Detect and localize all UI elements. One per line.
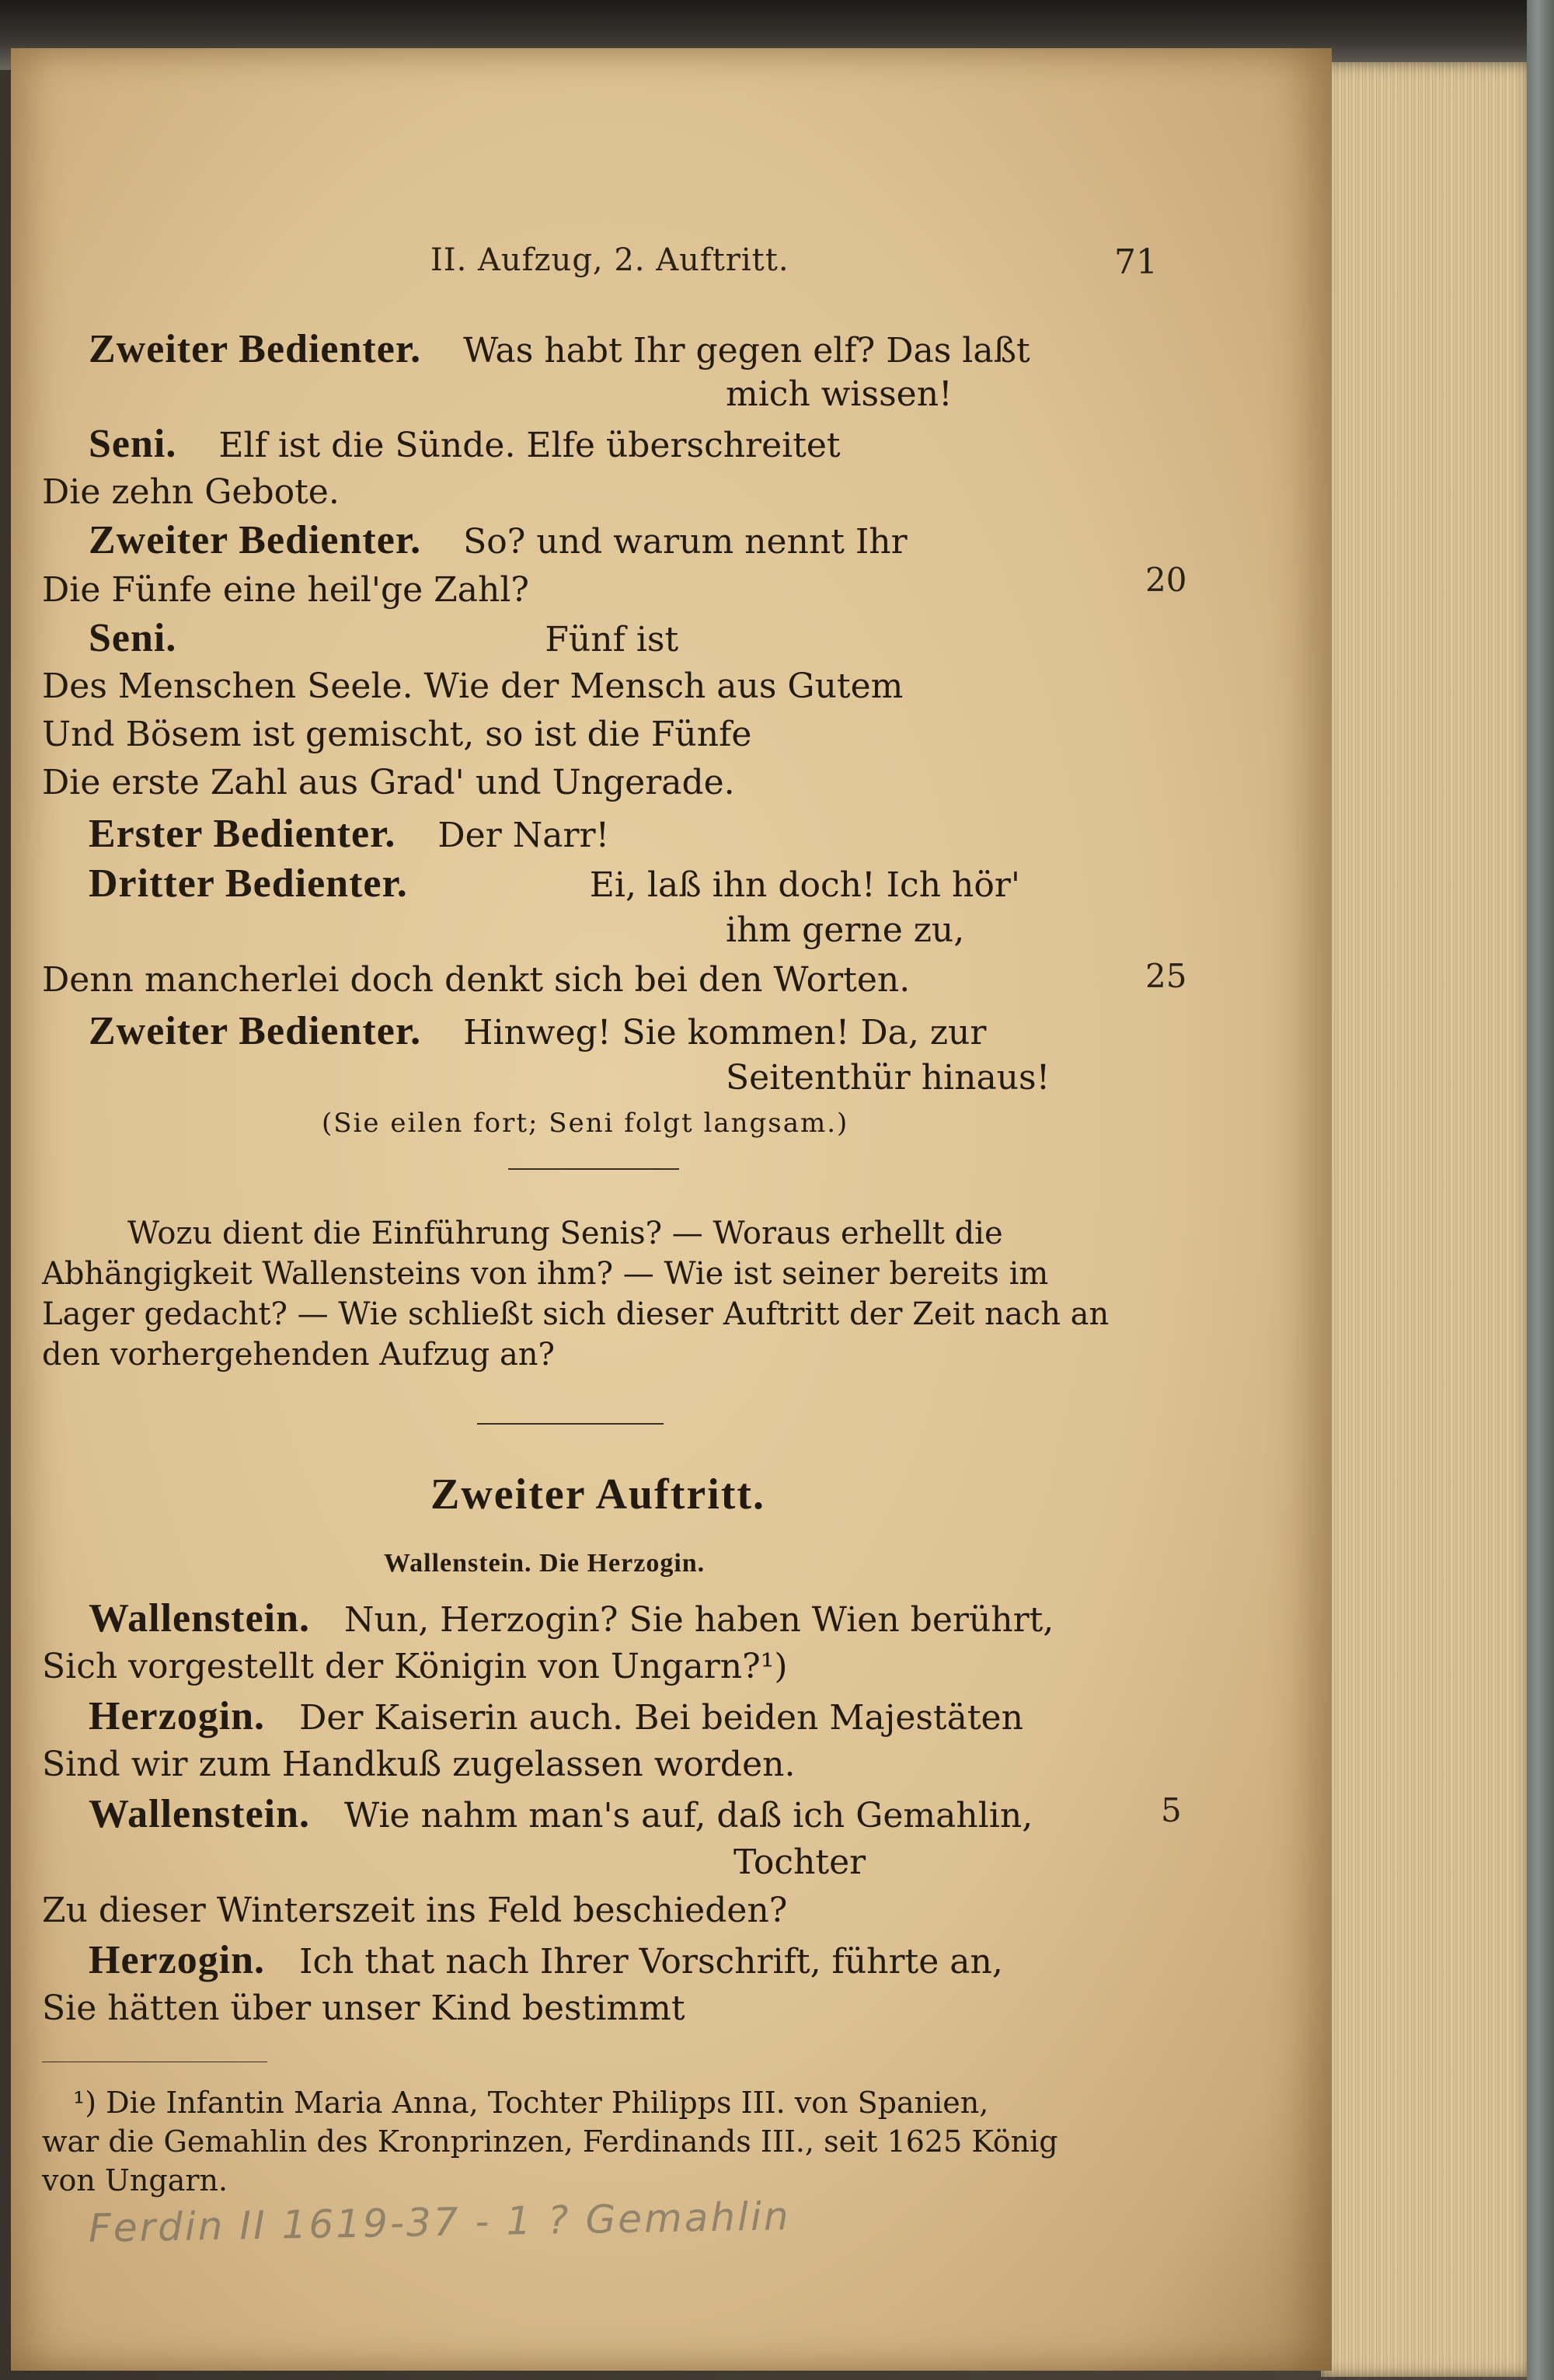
scene-persons: Wallenstein. Die Herzogin. bbox=[384, 1549, 706, 1578]
question-line: Lager gedacht? — Wie schließt sich dieser Auftritt der Zeit nach an bbox=[42, 1296, 1110, 1332]
dialogue-text: Fünf ist bbox=[545, 620, 679, 659]
dialogue-text: Elf ist die Sünde. Elfe überschreitet bbox=[218, 426, 841, 465]
dialogue-line bbox=[89, 1595, 1054, 1642]
dialogue-text: mich wissen! bbox=[726, 374, 953, 414]
dialogue-text: Nun, Herzogin? Sie haben Wien berührt, bbox=[344, 1600, 1054, 1640]
speaker-name: Herzogin. bbox=[89, 1938, 266, 1982]
dialogue-line bbox=[89, 326, 1030, 373]
dialogue-line bbox=[89, 1693, 1023, 1740]
running-header bbox=[42, 242, 1192, 289]
scene-title: Zweiter Auftritt. bbox=[430, 1470, 766, 1519]
dialogue-line bbox=[89, 861, 1020, 907]
dialogue-line bbox=[42, 663, 903, 710]
dialogue-text: Die Fünfe eine heil'ge Zahl? bbox=[42, 570, 529, 610]
dialogue-text: Ei, laß ihn doch! Ich hör' bbox=[589, 865, 1020, 905]
dialogue-text: Tochter bbox=[733, 1842, 866, 1882]
footnote-line: von Ungarn. bbox=[42, 2163, 228, 2197]
dialogue-line bbox=[42, 1644, 788, 1690]
dialogue-line bbox=[42, 760, 735, 806]
dialogue-text: Sie hätten über unser Kind bestimmt bbox=[42, 1989, 685, 2028]
dialogue-text: Die zehn Gebote. bbox=[42, 472, 340, 512]
dialogue-line bbox=[89, 517, 908, 564]
dialogue-line bbox=[42, 1888, 787, 1934]
footnote-line: ¹) Die Infantin Maria Anna, Tochter Philipps III. von Spanien, bbox=[73, 2086, 989, 2120]
dialogue-text: Seitenthür hinaus! bbox=[726, 1058, 1051, 1098]
question-line: Abhängigkeit Wallensteins von ihm? — Wie ist seiner bereits im bbox=[42, 1256, 1049, 1292]
header-title: II. Aufzug, 2. Auftritt. bbox=[430, 242, 789, 278]
dialogue-text: Und Bösem ist gemischt, so ist die Fünfe bbox=[42, 715, 752, 754]
divider-rule bbox=[477, 1423, 664, 1425]
dialogue-line bbox=[89, 615, 678, 662]
speaker-name: Seni. bbox=[89, 616, 177, 660]
pencil-annotation: Ferdin II 1619-37 - 1 ? Gemahlin bbox=[88, 2194, 792, 2251]
speaker-name: Zweiter Bedienter. bbox=[89, 1009, 422, 1053]
dialogue-text: Was habt Ihr gegen elf? Das laßt bbox=[463, 331, 1030, 371]
dialogue-text: Wie nahm man's auf, daß ich Gemahlin, bbox=[344, 1796, 1033, 1835]
dialogue-line bbox=[733, 1839, 866, 1886]
dialogue-text: ihm gerne zu, bbox=[726, 910, 965, 950]
dialogue-line bbox=[42, 1742, 795, 1788]
dialogue-text: Ich that nach Ihrer Vorschrift, führte an, bbox=[299, 1942, 1003, 1982]
dialogue-line bbox=[89, 1008, 986, 1055]
question-line: den vorhergehenden Aufzug an? bbox=[42, 1337, 555, 1373]
dialogue-line bbox=[89, 1937, 1003, 1984]
speaker-name: Zweiter Bedienter. bbox=[89, 327, 422, 371]
page-edges bbox=[1321, 62, 1531, 2377]
dialogue-text: Denn mancherlei doch denkt sich bei den Worten. bbox=[42, 960, 911, 1000]
dialogue-line bbox=[42, 712, 751, 758]
line-number: 5 bbox=[1161, 1791, 1182, 1829]
speaker-name: Wallenstein. bbox=[89, 1596, 311, 1641]
dialogue-text: Sind wir zum Handkuß zugelassen worden. bbox=[42, 1745, 796, 1784]
dialogue-text: Der Narr! bbox=[437, 816, 610, 855]
dialogue-line bbox=[42, 957, 910, 1004]
dialogue-text: Hinweg! Sie kommen! Da, zur bbox=[463, 1013, 987, 1053]
dialogue-line bbox=[89, 421, 841, 468]
dialogue-text: Zu dieser Winterszeit ins Feld beschieden? bbox=[42, 1891, 788, 1930]
book-cover bbox=[1527, 0, 1554, 2380]
speaker-name: Wallenstein. bbox=[89, 1792, 311, 1836]
speaker-name: Herzogin. bbox=[89, 1694, 266, 1738]
dialogue-line bbox=[42, 567, 529, 614]
speaker-name: Dritter Bedienter. bbox=[89, 861, 408, 906]
dialogue-text: So? und warum nennt Ihr bbox=[463, 522, 908, 562]
dialogue-text: Die erste Zahl aus Grad' und Ungerade. bbox=[42, 763, 735, 802]
dialogue-text: Des Menschen Seele. Wie der Mensch aus Gutem bbox=[42, 666, 904, 706]
dialogue-line bbox=[42, 469, 340, 516]
line-number: 25 bbox=[1145, 957, 1187, 995]
question-line: Wozu dient die Einführung Senis? — Woraus erhellt die bbox=[127, 1216, 1003, 1251]
divider-rule bbox=[508, 1168, 679, 1170]
page-number: 71 bbox=[1114, 242, 1158, 282]
speaker-name: Zweiter Bedienter. bbox=[89, 518, 422, 562]
book-page bbox=[11, 48, 1332, 2371]
dialogue-text: Sich vorgestellt der Königin von Ungarn?¹) bbox=[42, 1647, 788, 1686]
speaker-name: Erster Bedienter. bbox=[89, 812, 396, 856]
stage-direction: (Sie eilen fort; Seni folgt langsam.) bbox=[322, 1108, 849, 1139]
dialogue-line bbox=[89, 1791, 1033, 1838]
dialogue-line bbox=[726, 1055, 1050, 1101]
dialogue-line bbox=[89, 811, 609, 858]
footnote-line: war die Gemahlin des Kronprinzen, Ferdinands III., seit 1625 König bbox=[42, 2124, 1058, 2159]
dialogue-line bbox=[726, 907, 964, 954]
dialogue-line bbox=[42, 1985, 685, 2032]
line-number: 20 bbox=[1145, 561, 1187, 599]
dialogue-text: Der Kaiserin auch. Bei beiden Majestäten bbox=[299, 1698, 1023, 1738]
speaker-name: Seni. bbox=[89, 422, 177, 466]
dialogue-line bbox=[726, 371, 953, 418]
